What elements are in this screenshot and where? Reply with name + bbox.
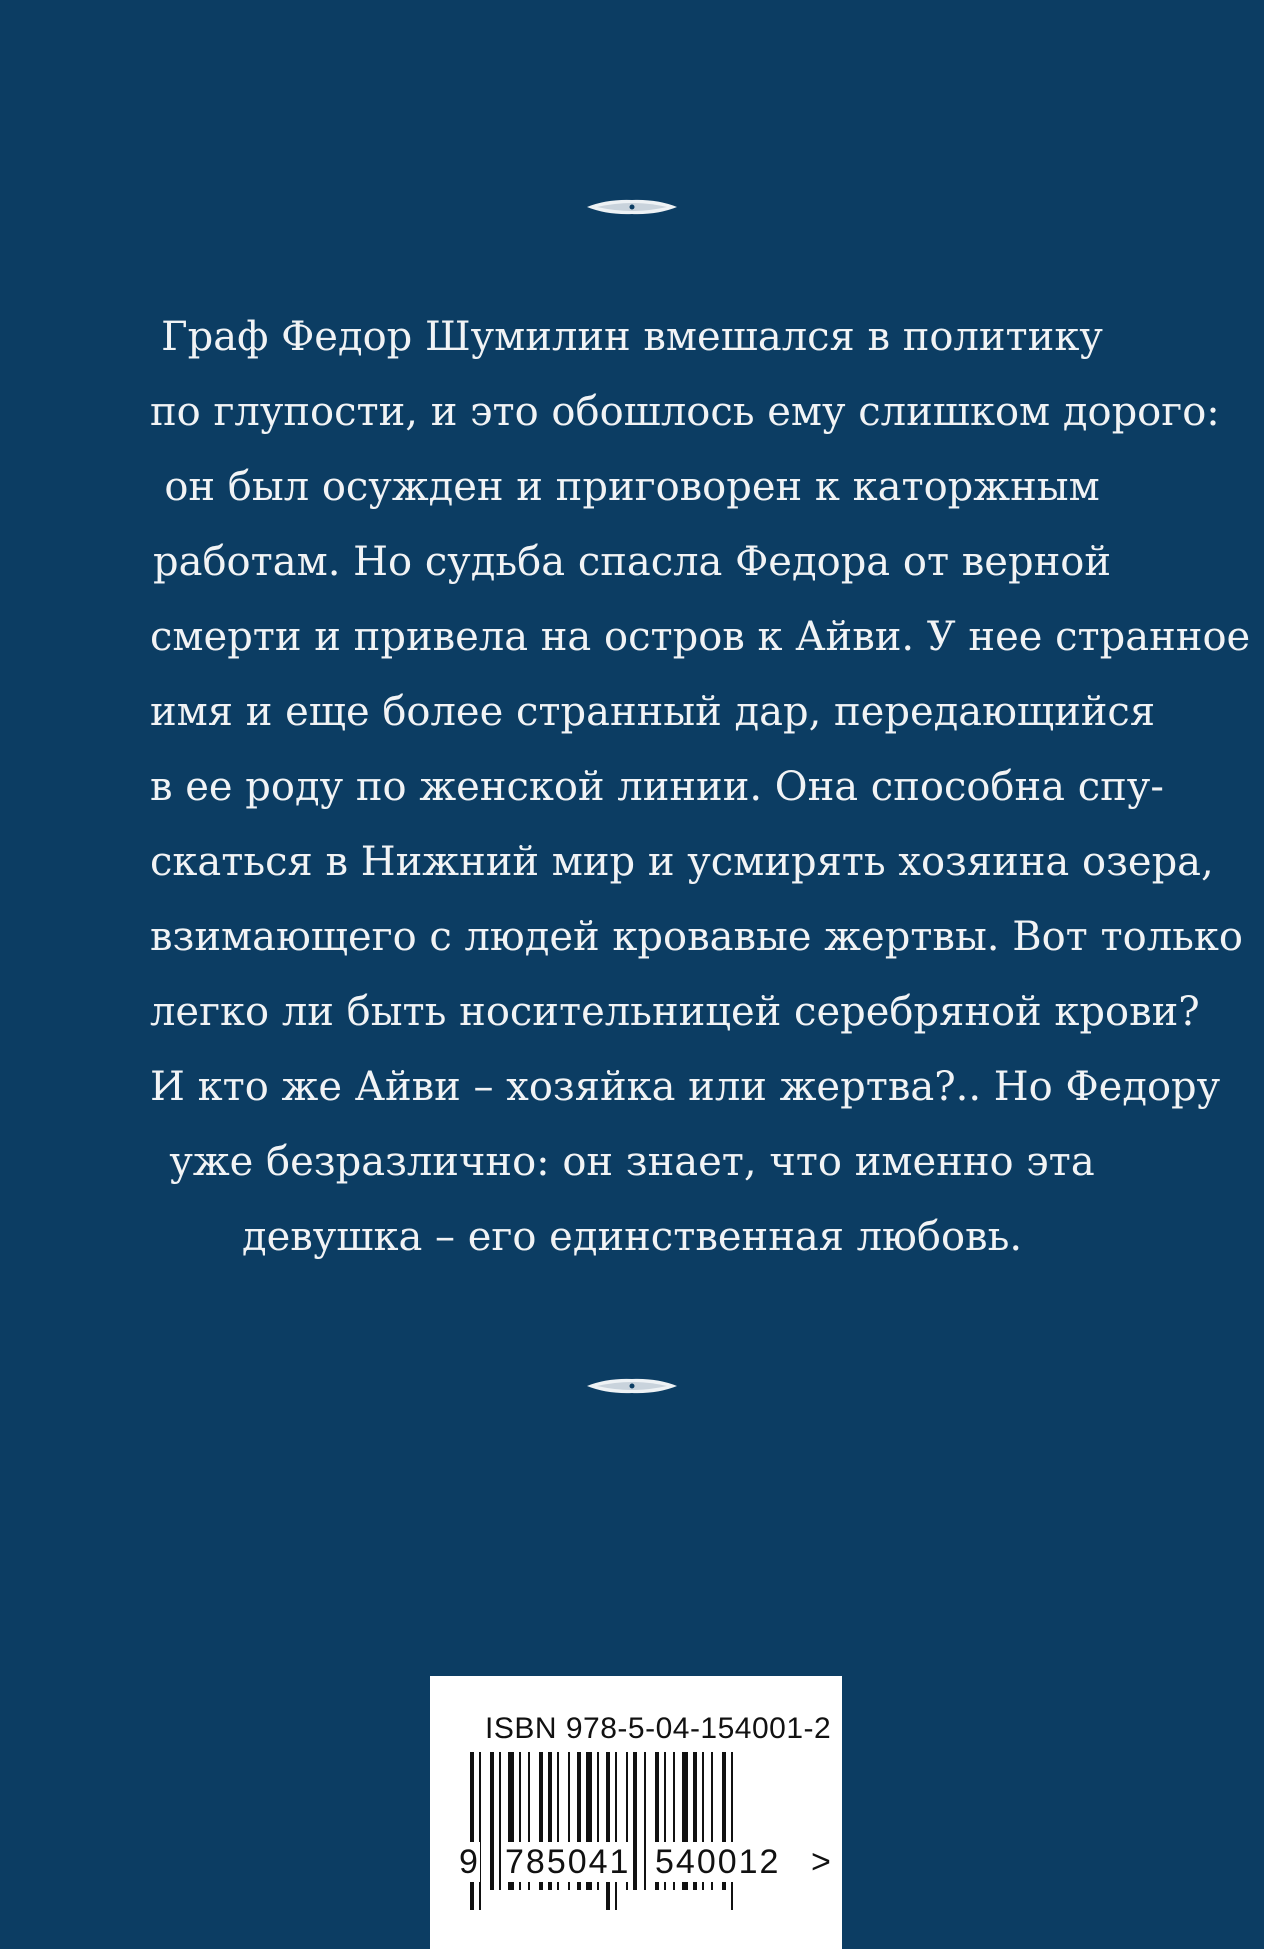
blurb-line: уже безразлично: он знает, что именно эта [169,1139,1095,1185]
barcode-digits [457,1842,831,1882]
barcode-left-group: 785041 [505,1843,631,1881]
barcode-bars [462,1752,802,1910]
isbn-barcode-panel [430,1676,842,1949]
ornament-divider-top [587,197,677,217]
blurb-line: скаться в Нижний мир и усмирять хозяина озера, [150,839,1214,885]
blurb-line: в ее роду по женской линии. Она способна спу- [150,764,1164,810]
book-blurb [150,300,1251,1275]
blurb-line: работам. Но судьба спасла Федора от верной [153,539,1111,585]
ornament-divider-icon [587,197,677,217]
isbn-label: ISBN 978-5-04-154001-2 [485,1712,832,1745]
blurb-line: по глупости, и это обошлось ему слишком дорого: [150,389,1220,435]
blurb-line: он был осужден и приговорен к каторжным [164,464,1100,510]
blurb-line: смерти и привела на остров к Айви. У нее странное [150,614,1251,660]
blurb-line: Граф Федор Шумилин вмешался в политику [161,314,1103,360]
blurb-line: девушка – его единственная любовь. [241,1214,1023,1260]
barcode-bar [479,1752,481,1910]
barcode-icon [462,1752,802,1910]
blurb-line: взимающего с людей кровавые жертвы. Вот только [150,914,1244,960]
blurb-line: И кто же Айви – хозяйка или жертва?.. Но Федору [150,1064,1221,1110]
barcode-right-group: 540012 [655,1843,781,1881]
ornament-divider-bottom [587,1376,677,1396]
blurb-line: легко ли быть носительницей серебряной крови? [150,989,1200,1035]
barcode-quiet-mark: > [811,1843,831,1881]
barcode-bar [470,1752,474,1910]
barcode-bar [615,1752,617,1910]
ornament-divider-icon [587,1376,677,1396]
blurb-line: имя и еще более странный дар, передающийся [150,689,1156,735]
barcode-bar [606,1752,610,1910]
barcode-bar [731,1752,733,1910]
barcode-first-digit: 9 [459,1843,478,1881]
